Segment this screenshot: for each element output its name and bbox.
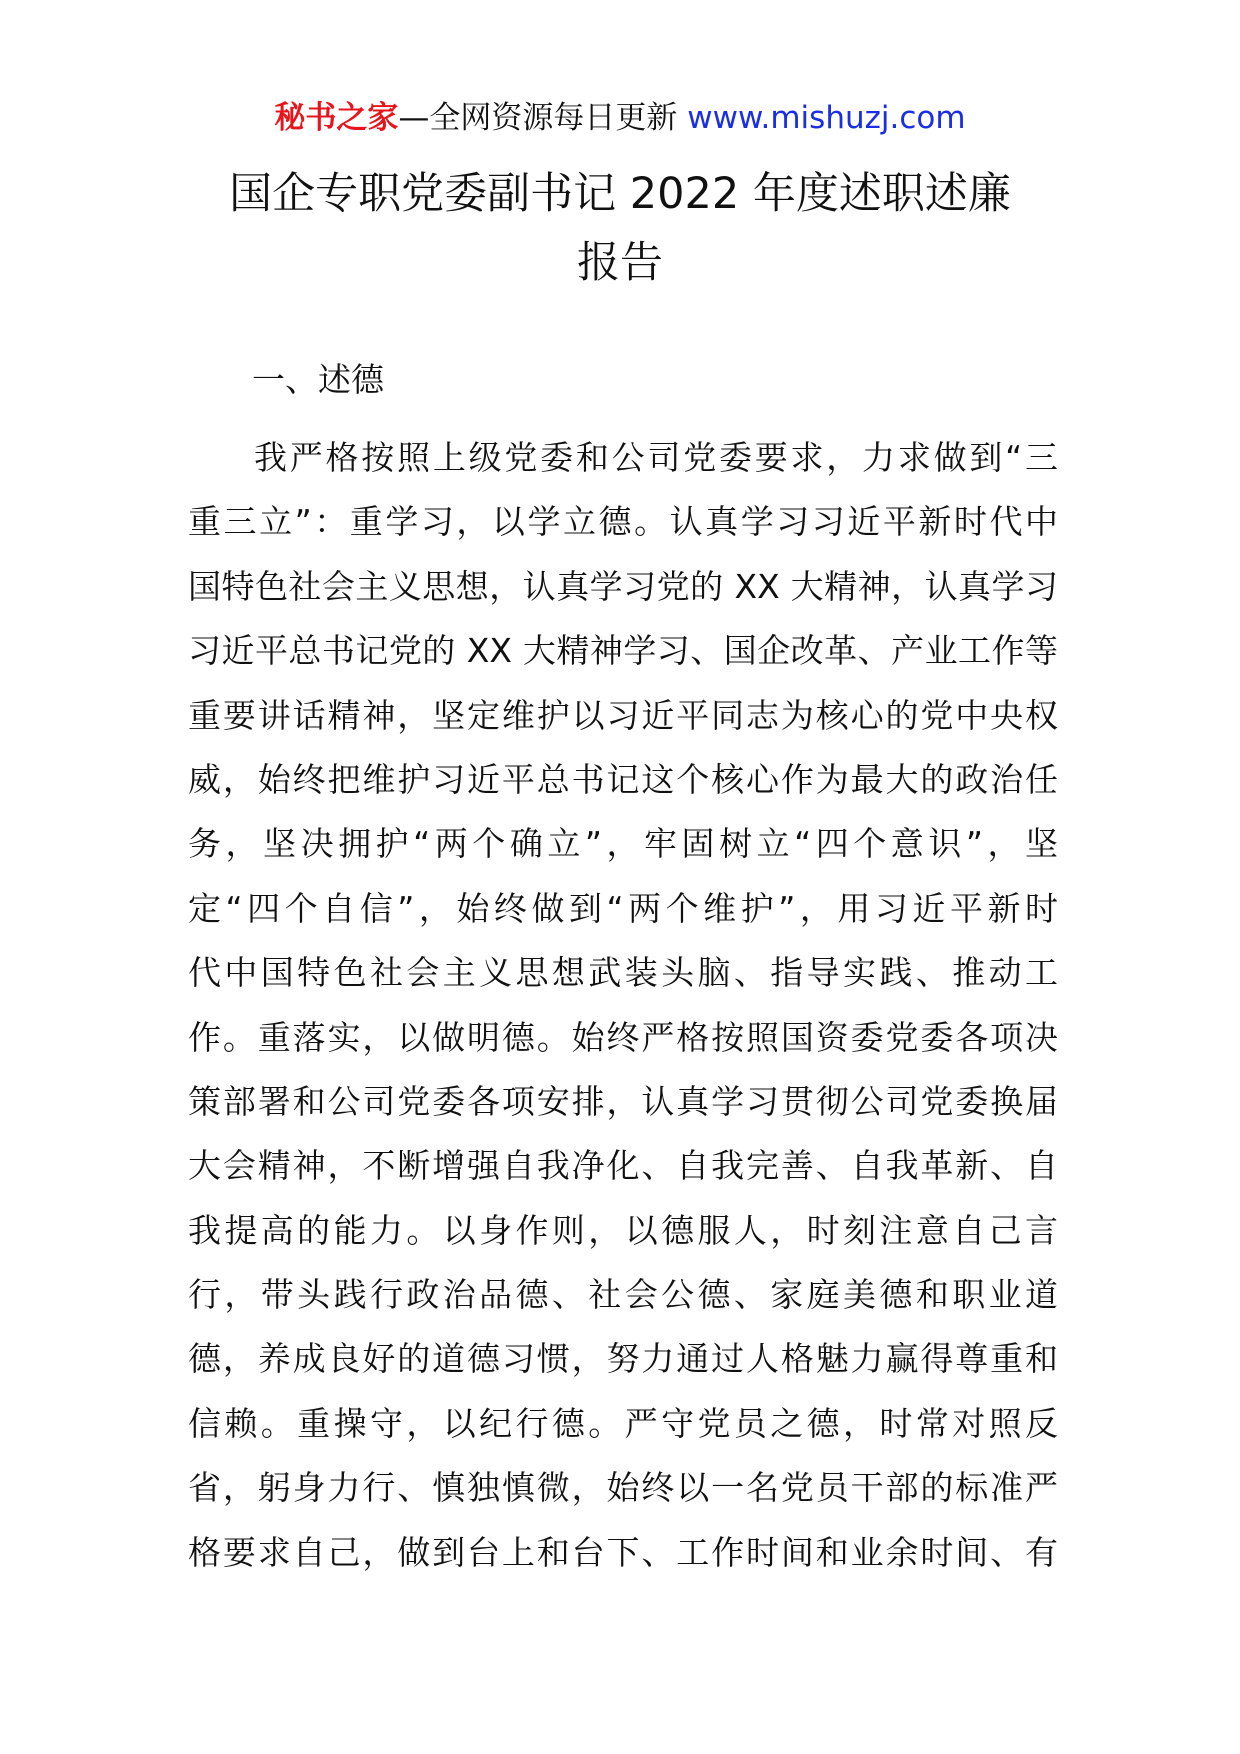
document-title [190, 160, 1050, 298]
paragraph-line: 我严格按照上级党委和公司党委要求，力求做到“三 [254, 438, 1058, 477]
watermark-header [0, 98, 1240, 138]
paragraph-line: 格要求自己，做到台上和台下、工作时间和业余时间、有 [188, 1532, 1058, 1572]
paragraph-line: 信赖。重操守，以纪行德。严守党员之德，时常对照反 [188, 1403, 1058, 1443]
paragraph-line: 习近平总书记党的 XX 大精神学习、国企改革、产业工作等 [188, 631, 1058, 671]
paragraph-line: 作。重落实，以做明德。始终严格按照国资委党委各项决 [188, 1017, 1058, 1057]
paragraph-line: 威，始终把维护习近平总书记这个核心作为最大的政治任 [188, 759, 1058, 799]
brand-name: 秘书之家 [274, 100, 399, 136]
section-heading: 一、述德 [252, 360, 384, 399]
paragraph-line: 国特色社会主义思想，认真学习党的 XX 大精神，认真学习 [188, 566, 1058, 606]
title-line-2: 报告 [577, 238, 663, 288]
title-line-1: 国企专职党委副书记 2022 年度述职述廉 [229, 169, 1011, 219]
paragraph-line: 大会精神，不断增强自我净化、自我完善、自我革新、自 [188, 1146, 1058, 1186]
header-url[interactable]: www.mishuzj.com [687, 100, 966, 136]
paragraph-line: 德，养成良好的道德习惯，努力通过人格魅力赢得尊重和 [188, 1339, 1058, 1379]
paragraph-line: 定“四个自信”，始终做到“两个维护”，用习近平新时 [188, 888, 1058, 928]
paragraph-line: 省，躬身力行、慎独慎微，始终以一名党员干部的标准严 [188, 1468, 1058, 1508]
paragraph-line: 重三立”：重学习，以学立德。认真学习习近平新时代中 [188, 502, 1058, 542]
header-tagline: —全网资源每日更新 [398, 100, 688, 136]
paragraph-line: 策部署和公司党委各项安排，认真学习贯彻公司党委换届 [188, 1081, 1058, 1121]
paragraph-line: 重要讲话精神，坚定维护以习近平同志为核心的党中央权 [188, 695, 1058, 735]
paragraph-line: 代中国特色社会主义思想武装头脑、指导实践、推动工 [188, 953, 1058, 993]
paragraph-line: 务，坚决拥护“两个确立”，牢固树立“四个意识”，坚 [188, 824, 1058, 864]
paragraph-line: 我提高的能力。以身作则，以德服人，时刻注意自己言 [188, 1210, 1058, 1250]
paragraph-line: 行，带头践行政治品德、社会公德、家庭美德和职业道 [188, 1275, 1058, 1315]
body-paragraph [188, 426, 1058, 1585]
